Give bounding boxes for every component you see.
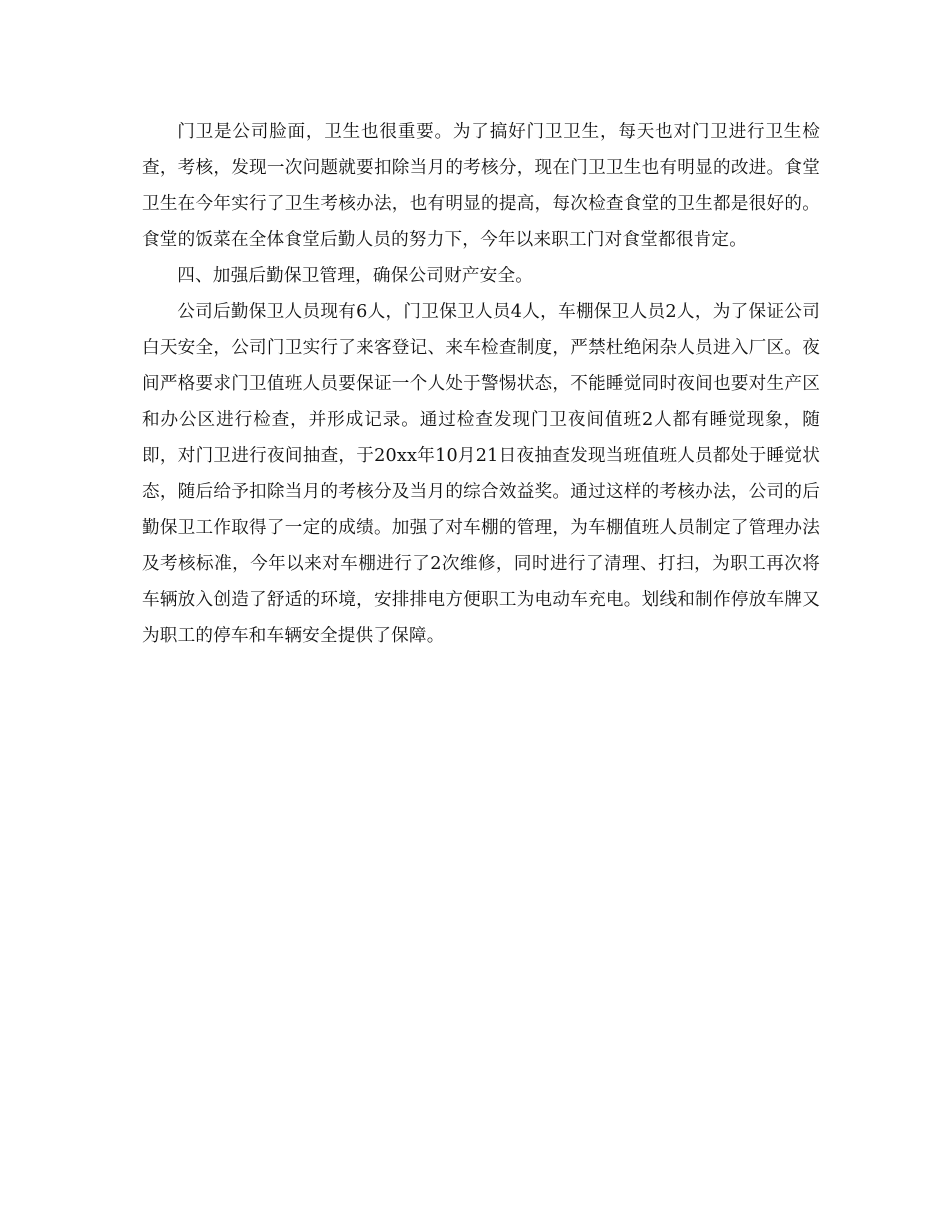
paragraph-security-staff: 公司后勤保卫人员现有6人，门卫保卫人员4人，车棚保卫人员2人，为了保证公司白天安全，公司门卫实行了来客登记、来车检查制度，严禁杜绝闲杂人员进入厂区。夜间严格要求门卫值班人员要保证一个人处于警惕状态，不能睡觉同时夜间也要对生产区和办公区进行检查，并形成记录。通过检查发现门卫夜间值班2人都有睡觉现象，随即，对门卫进行夜间抽查，于20xx年10月21日夜抽查发现当班值班人员都处于睡觉状态，随后给予扣除当月的考核分及当月的综合效益奖。通过这样的考核办法，公司的后勤保卫工作取得了一定的成绩。加强了对车棚的管理，为车棚值班人员制定了管理办法及考核标准，今年以来对车棚进行了2次维修，同时进行了清理、打扫，为职工再次将车辆放入创造了舒适的环境，安排排电方便职工为电动车充电。划线和制作停放车牌又为职工的停车和车辆安全提供了保障。 bbox=[142, 302, 820, 646]
document-body bbox=[142, 114, 820, 654]
section-heading-security: 四、加强后勤保卫管理，确保公司财产安全。 bbox=[177, 266, 534, 286]
paragraph-gate-hygiene: 门卫是公司脸面，卫生也很重要。为了搞好门卫卫生，每天也对门卫进行卫生检查，考核，发现一次问题就要扣除当月的考核分，现在门卫卫生也有明显的改进。食堂卫生在今年实行了卫生考核办法，也有明显的提高，每次检查食堂的卫生都是很好的。食堂的饭菜在全体食堂后勤人员的努力下，今年以来职工门对食堂都很肯定。 bbox=[142, 122, 820, 250]
